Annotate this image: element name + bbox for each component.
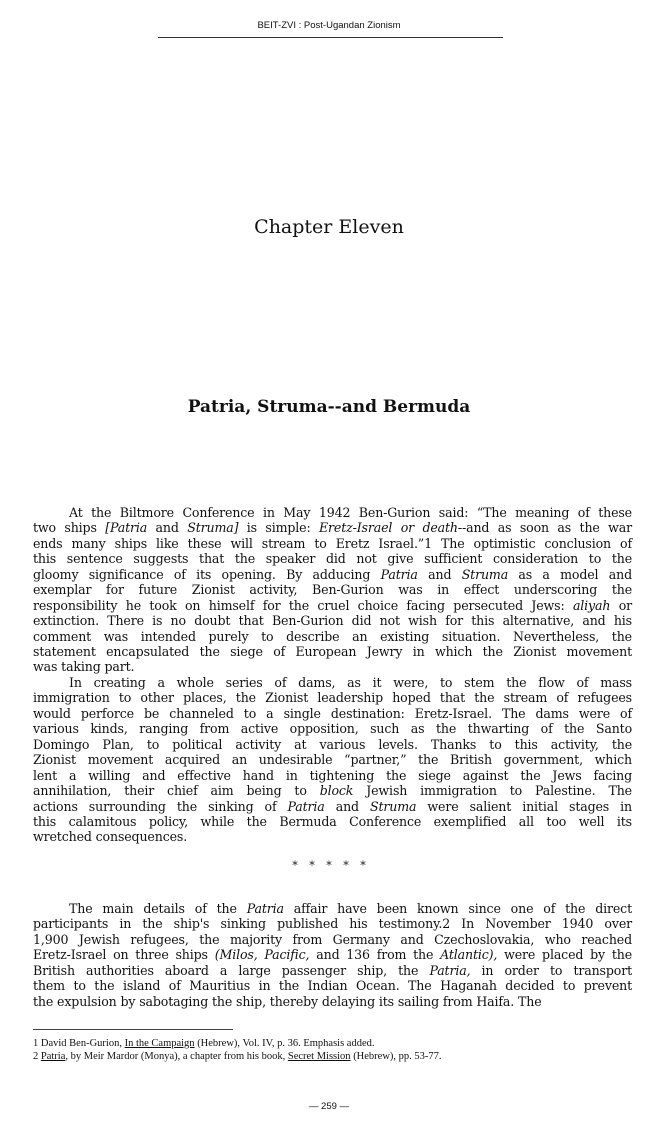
- italic-text: Patria: [246, 901, 284, 916]
- text-run: gloomy significance of its opening. By adducing: [33, 566, 381, 582]
- text-run: exemplar for future Zionist activity, Ben-Gurion was in effect underscoring the: [33, 582, 632, 598]
- underlined-title: In the Campaign: [124, 1038, 195, 1049]
- italic-text: (Milos, Pacific,: [214, 947, 310, 963]
- text-run: annihilation, their chief aim being to: [33, 783, 320, 799]
- text-run: this calamitous policy, while the Bermuda Conference exemplified all too well its: [33, 813, 632, 829]
- text-line: [33, 690, 632, 705]
- text-run: in order to transport: [470, 962, 632, 978]
- text-run: is simple:: [238, 520, 320, 536]
- text-run: affair have been known since one of the direct: [283, 901, 632, 916]
- text-line: [33, 520, 632, 535]
- text-run: were placed by the: [497, 947, 632, 963]
- italic-text: Patria: [380, 566, 418, 582]
- text-run: ends many ships like these will stream to Eretz Israel.”1 The optimistic conclusion of: [33, 535, 632, 551]
- text-line: [33, 814, 632, 829]
- italic-text: Atlantic),: [440, 947, 498, 963]
- text-run: 1,900 Jewish refugees, the majority from Germany and Czechoslovakia, who reached: [33, 931, 632, 947]
- text-line: [33, 783, 632, 798]
- paragraph: [33, 901, 632, 1009]
- underlined-title: Patria: [40, 1051, 66, 1062]
- text-run: would perforce be channeled to a single destination: Eretz-Israel. The dams were of: [33, 705, 632, 721]
- text-run: immigration to other places, the Zionist leadership hoped that the stream of refugees: [33, 690, 632, 706]
- text-run: this sentence suggests that the speaker did not give sufficient consideration to the: [33, 551, 632, 567]
- text-line: [33, 675, 632, 690]
- text-run: wretched consequences.: [33, 829, 188, 845]
- text-run: (Hebrew), Vol. IV, p. 36. Emphasis added.: [194, 1038, 375, 1049]
- text-line: [33, 536, 632, 551]
- italic-text: [Patria: [105, 520, 148, 536]
- text-line: [33, 505, 632, 520]
- italic-text: aliyah: [572, 597, 611, 613]
- text-run: various kinds, ranging from active opposition, such as the thwarting of the Santo: [33, 721, 632, 737]
- text-run: 1 David Ben-Gurion,: [33, 1038, 125, 1049]
- text-line: [33, 799, 632, 814]
- text-run: extinction. There is no doubt that Ben-Gurion did not wish for this alternative, and his: [33, 613, 632, 629]
- text-line: [33, 598, 632, 613]
- section-separator: * * * * *: [292, 859, 366, 872]
- text-run: Jewish immigration to Palestine. The: [353, 783, 632, 799]
- text-run: lent a willing and effective hand in tightening the siege against the Jews facing: [33, 767, 632, 783]
- text-run: At the Biltmore Conference in May 1942 Ben-Gurion said: “The meaning of these: [69, 505, 632, 520]
- italic-text: block: [319, 783, 354, 799]
- text-run: and: [417, 566, 462, 582]
- text-run: Eretz-Israel on three ships: [33, 947, 215, 963]
- chapter-label: Chapter Eleven: [254, 216, 404, 238]
- text-line: [33, 752, 632, 767]
- italic-text: Patria,: [429, 962, 471, 978]
- text-line: [33, 932, 632, 947]
- text-run: actions surrounding the sinking of: [33, 798, 288, 814]
- text-run: two ships: [33, 520, 106, 536]
- text-line: [33, 721, 632, 736]
- running-head: BEIT-ZVI : Post-Ugandan Zionism: [257, 20, 401, 31]
- text-line: [33, 737, 632, 752]
- text-run: or: [610, 597, 632, 613]
- text-run: the expulsion by sabotaging the ship, thereby delaying its sailing from Haifa. The: [33, 993, 542, 1009]
- text-line: [33, 659, 632, 674]
- text-run: participants in the ship's sinking published his testimony.2 In November 1940 over: [33, 916, 632, 932]
- text-line: [33, 978, 632, 993]
- text-run: statement encapsulated the siege of European Jewry in which the Zionist movement: [33, 643, 632, 659]
- italic-text: Eretz-Israel or death: [319, 520, 458, 536]
- text-line: [33, 994, 632, 1009]
- underlined-title: Secret Mission: [287, 1051, 351, 1062]
- text-line: [33, 582, 632, 597]
- text-run: Zionist movement acquired an undesirable “partner,” the British government, which: [33, 752, 632, 768]
- text-run: --and as soon as the war: [457, 520, 632, 536]
- text-line: [33, 768, 632, 783]
- text-line: [33, 963, 632, 978]
- text-run: and: [324, 798, 370, 814]
- text-run: In creating a whole series of dams, as it were, to stem the flow of mass: [69, 675, 632, 690]
- page-number: — 259 —: [308, 1101, 350, 1112]
- text-run: British authorities aboard a large passenger ship, the: [33, 962, 430, 978]
- text-run: responsibility he took on himself for the cruel choice facing persecuted Jews:: [33, 597, 573, 613]
- chapter-title: Patria, Struma--and Bermuda: [187, 397, 471, 417]
- text-run: and 136 from the: [309, 947, 441, 963]
- text-run: comment was intended purely to describe an existing situation. Nevertheless, the: [33, 628, 632, 644]
- text-line: [33, 613, 632, 628]
- text-line: [33, 901, 632, 916]
- text-run: 2: [33, 1051, 41, 1062]
- italic-text: Struma: [370, 798, 417, 814]
- text-run: them to the island of Mauritius in the Indian Ocean. The Haganah decided to prevent: [33, 978, 632, 994]
- text-run: , by Meir Mardor (Monya), a chapter from his book,: [65, 1051, 288, 1062]
- footnote: [33, 1038, 375, 1049]
- text-run: Domingo Plan, to political activity at various levels. Thanks to this activity, the: [33, 736, 632, 752]
- text-run: (Hebrew), pp. 53-77.: [350, 1051, 442, 1062]
- text-line: [33, 916, 632, 931]
- text-run: The main details of the: [69, 901, 247, 916]
- text-line: [33, 629, 632, 644]
- text-run: as a model and: [508, 566, 633, 582]
- text-line: [33, 829, 632, 844]
- italic-text: Patria: [287, 798, 325, 814]
- text-line: [33, 644, 632, 659]
- text-run: were salient initial stages in: [416, 798, 633, 814]
- footnote-rule: [33, 1029, 233, 1030]
- text-line: [33, 551, 632, 566]
- footnote: [33, 1051, 442, 1062]
- text-line: [33, 706, 632, 721]
- italic-text: Struma: [461, 566, 509, 582]
- italic-text: Struma]: [187, 520, 239, 536]
- paragraph: [33, 505, 632, 675]
- text-run: and: [147, 520, 188, 536]
- paragraph: [33, 675, 632, 845]
- text-run: was taking part.: [33, 659, 135, 675]
- text-line: [33, 567, 632, 582]
- header-rule: [158, 37, 503, 38]
- text-line: [33, 947, 632, 962]
